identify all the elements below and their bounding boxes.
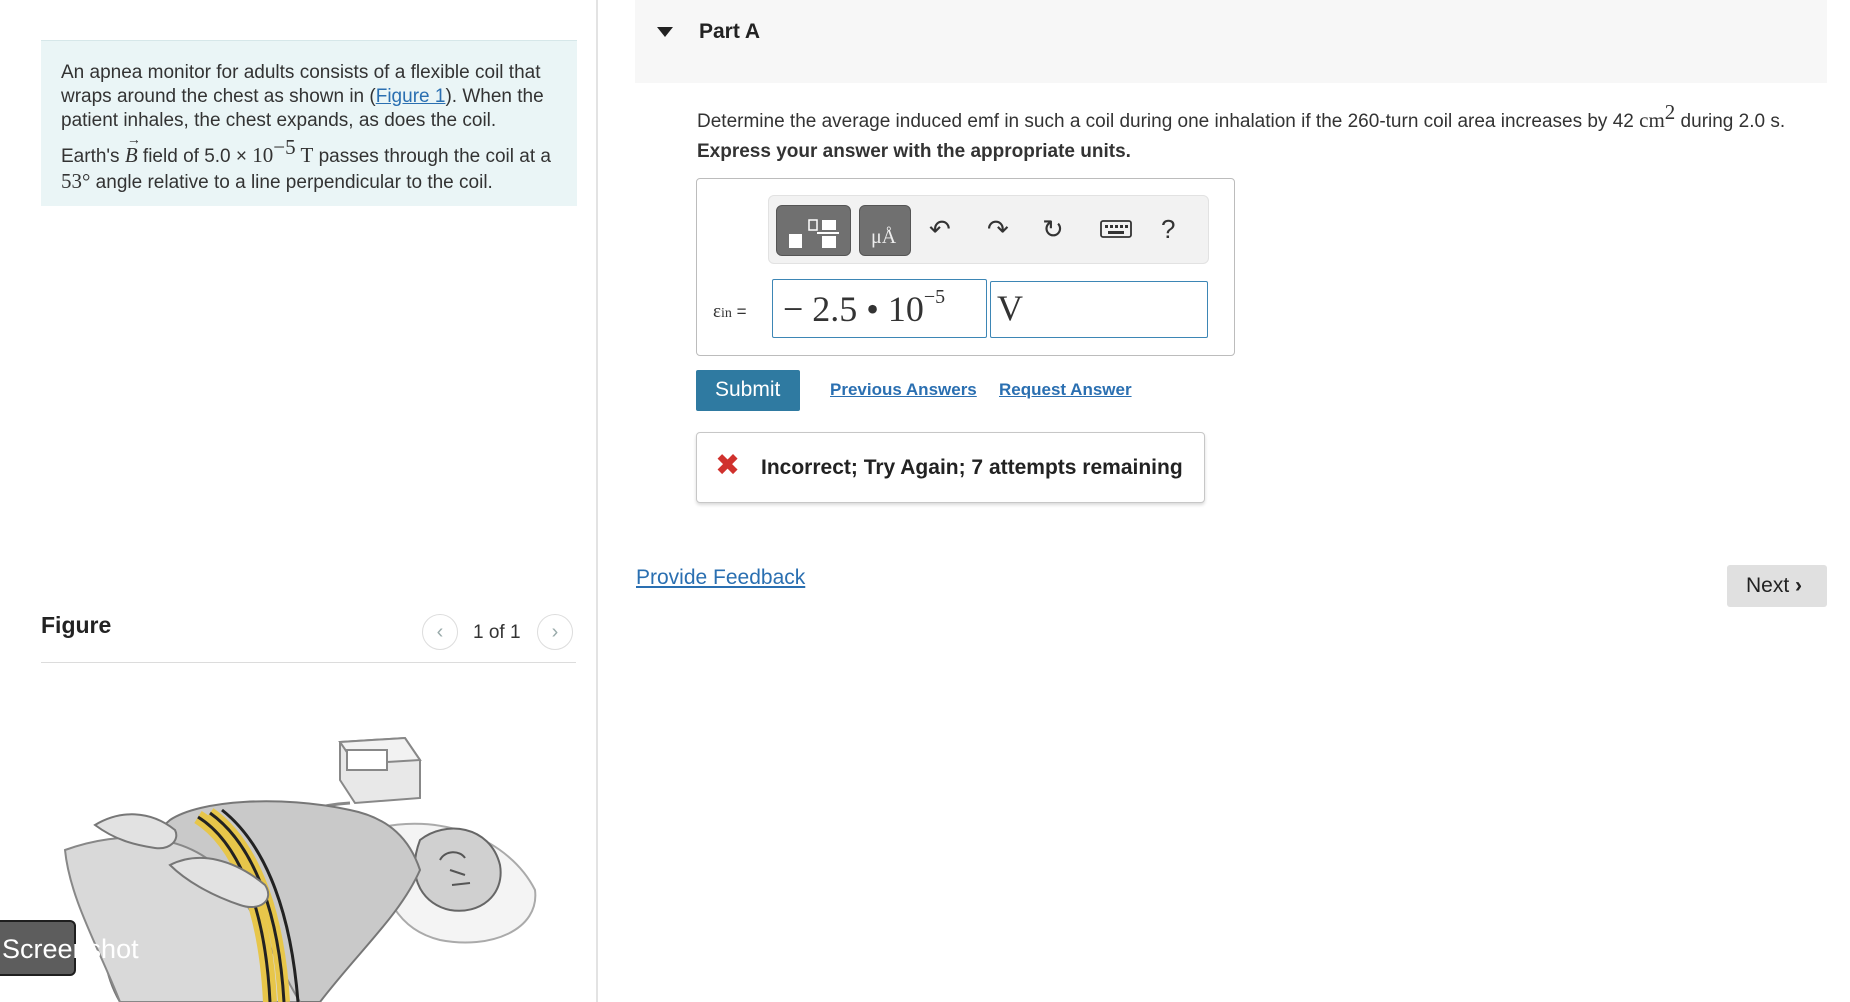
b-symbol: B	[124, 143, 138, 167]
math-toolbar	[768, 195, 1209, 264]
undo-icon[interactable]: ↶	[929, 214, 951, 244]
chevron-right-icon: ›	[1795, 574, 1803, 597]
emf-subscript: in	[720, 306, 732, 321]
problem-field-text	[61, 135, 557, 195]
problem-text	[61, 61, 557, 133]
question-suffix: during 2.0 s.	[1675, 111, 1786, 132]
field-suffix: passes through the coil at a	[313, 146, 551, 167]
submit-button[interactable]: Submit	[696, 370, 800, 411]
problem-text-part2: ). When the patient inhales, the chest expands, as does the coil.	[61, 86, 544, 131]
angle-suffix: angle relative to a line perpendicular to the coil.	[90, 172, 493, 193]
field-middle: field of 5.0 ×	[137, 146, 253, 167]
pane-divider[interactable]	[596, 0, 598, 1002]
problem-statement	[41, 40, 577, 206]
b-vector-symbol: → B	[124, 133, 141, 167]
field-exponent: −5	[273, 135, 296, 159]
answer-box	[696, 178, 1235, 356]
figure-header	[41, 608, 576, 663]
units-button[interactable]	[859, 205, 911, 256]
keyboard-graphic	[1099, 216, 1133, 240]
reset-icon[interactable]: ↻	[1042, 214, 1064, 244]
previous-answers-link[interactable]: Previous Answers	[830, 380, 977, 399]
field-unit: T	[295, 143, 314, 167]
part-a-header[interactable]	[635, 0, 1827, 83]
request-answer-link[interactable]: Request Answer	[999, 380, 1132, 399]
field-prefix: Earth's	[61, 146, 125, 167]
figure-prev-button[interactable]	[422, 614, 458, 650]
equals-sign: =	[731, 302, 747, 321]
screenshot-overlay-button[interactable]	[0, 920, 139, 976]
templates-icon	[777, 206, 852, 257]
keyboard-icon[interactable]	[1099, 216, 1133, 244]
figure-counter: 1 of 1	[473, 622, 521, 643]
chevron-left-icon: ‹	[436, 620, 444, 643]
problem-text-part1: An apnea monitor for adults consists of a flexible coil that wraps around the chest as shown in (	[61, 62, 541, 107]
angle-value: 53°	[61, 169, 91, 193]
next-label: Next	[1746, 574, 1790, 597]
feedback-message	[696, 432, 1205, 503]
part-title: Part A	[699, 20, 761, 43]
instruction-text: Express your answer with the appropriate units.	[697, 141, 1131, 162]
templates-button[interactable]	[776, 205, 851, 256]
caret-down-icon	[657, 27, 673, 37]
question-prefix: Determine the average induced emf in such a coil during one inhalation if the 260-turn coil area increases by 42	[697, 111, 1640, 132]
value-mantissa: − 2.5 • 10	[783, 289, 924, 329]
units-label: μÅ	[871, 226, 897, 248]
field-base: 10	[252, 143, 274, 167]
figure-1-link[interactable]: Figure 1	[375, 86, 446, 107]
x-icon: ✖	[715, 449, 741, 482]
emf-symbol: ε	[713, 301, 721, 322]
unit-input[interactable]: V	[990, 281, 1208, 338]
monitor-device	[340, 738, 420, 803]
provide-feedback-link[interactable]: Provide Feedback	[636, 566, 806, 589]
question-unit-exponent: 2	[1664, 100, 1676, 124]
figure-title: Figure	[41, 612, 112, 638]
feedback-text: Incorrect; Try Again; 7 attempts remaining	[761, 456, 1183, 479]
left-pane	[0, 0, 596, 1002]
next-button[interactable]	[1727, 565, 1827, 607]
question-text	[697, 100, 1785, 133]
question-unit: cm	[1639, 108, 1665, 132]
value-input[interactable]	[772, 279, 987, 338]
chevron-right-icon: ›	[551, 620, 559, 643]
help-button[interactable]: ?	[1161, 214, 1176, 244]
screenshot-label: Screenshot	[2, 934, 139, 964]
redo-icon[interactable]: ↷	[987, 214, 1009, 244]
answer-label	[713, 301, 747, 323]
value-exponent: −5	[923, 286, 946, 308]
figure-next-button[interactable]	[537, 614, 573, 650]
